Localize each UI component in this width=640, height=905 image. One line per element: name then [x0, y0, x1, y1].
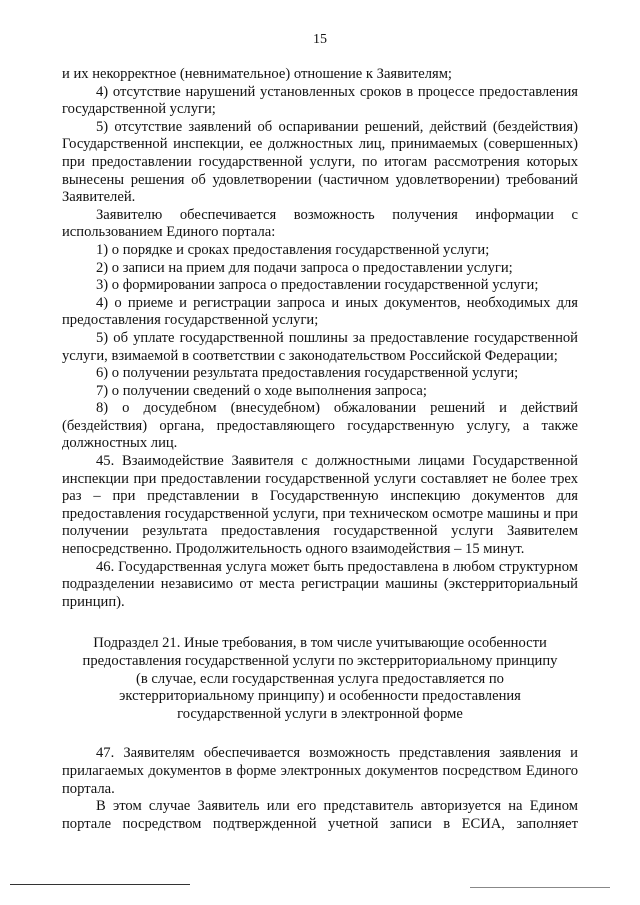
- heading-line: (в случае, если государственная услуга предоставляется по: [136, 670, 504, 687]
- heading-line: предоставления государственной услуги по экстерриториальному принципу: [82, 653, 558, 669]
- heading-line: Подраздел 21. Иные требования, в том числе учитывающие особенности: [93, 635, 547, 652]
- paragraph-46: 46. Государственная услуга может быть предоставлена в любом структурном подразделении независимо от места регистрации машины (экстерриториальный принцип).: [62, 558, 578, 610]
- paragraph-portal-info: Заявителю обеспечивается возможность получения информации с использованием Единого портала:: [62, 206, 578, 241]
- portal-item-4: 4) о приеме и регистрации запроса и иных документов, необходимых для предоставления государственной услуги;: [62, 294, 578, 329]
- portal-item-1: 1) о порядке и сроках предоставления государственной услуги;: [96, 241, 490, 258]
- paragraph-continuation: и их некорректное (невнимательное) отношение к Заявителям;: [62, 66, 452, 82]
- page-number: 15: [313, 32, 327, 47]
- portal-item-6: 6) о получении результата предоставления государственной услуги;: [96, 365, 519, 382]
- paragraph-45: 45. Взаимодействие Заявителя с должностными лицами Государственной инспекции при предоставлении государственной услуги составляет не более трех раз – при представлении в Государственную инспекцию документов для предоставления государственной услуги, при техническом осмотре машины и при получении результата предоставления государственной услуги Заявителем непосредственно. Продолжительность одного взаимодействия – 15 минут.: [62, 453, 578, 558]
- paragraph-47: 47. Заявителям обеспечивается возможность представления заявления и прилагаемых документов в форме электронных документов посредством Единого портала.: [62, 745, 578, 797]
- portal-item-3: 3) о формировании запроса о предоставлении государственной услуги;: [96, 277, 539, 294]
- list-item-4-no-violations: 4) отсутствие нарушений установленных сроков в процессе предоставления государственной услуги;: [62, 83, 578, 118]
- portal-item-5: 5) об уплате государственной пошлины за предоставление государственной услуги, взимаемой в соответствии с законодательством Российской Федерации;: [62, 329, 578, 364]
- subsection-21-heading: [62, 635, 578, 723]
- scan-edge-line: [10, 884, 190, 885]
- portal-item-7: 7) о получении сведений о ходе выполнения запроса;: [96, 382, 427, 399]
- heading-line: экстерриториальному принципу) и особенности предоставления: [119, 688, 521, 705]
- portal-item-2: 2) о записи на прием для подачи запроса о предоставлении услуги;: [96, 259, 513, 276]
- document-body: [62, 66, 578, 833]
- portal-item-8: 8) о досудебном (внесудебном) обжаловании решений и действий (бездействия) органа, предоставляющего государственную услугу, а также должностных лиц.: [62, 400, 578, 452]
- heading-line: государственной услуги в электронной форме: [177, 705, 463, 722]
- scan-edge-line: [470, 887, 610, 888]
- list-item-5-no-appeals: 5) отсутствие заявлений об оспаривании решений, действий (бездействия) Государственной инспекции, ее должностных лиц, принимаемых (совершенных) при предоставлении государственной услуги, по итогам рассмотрения которых вынесены решения об удовлетворении (частичном удовлетворении) требований Заявителей.: [62, 118, 578, 206]
- paragraph-authorization: В этом случае Заявитель или его представитель авторизуется на Едином портале посредством подтвержденной учетной записи в ЕСИА, заполняет: [62, 798, 578, 832]
